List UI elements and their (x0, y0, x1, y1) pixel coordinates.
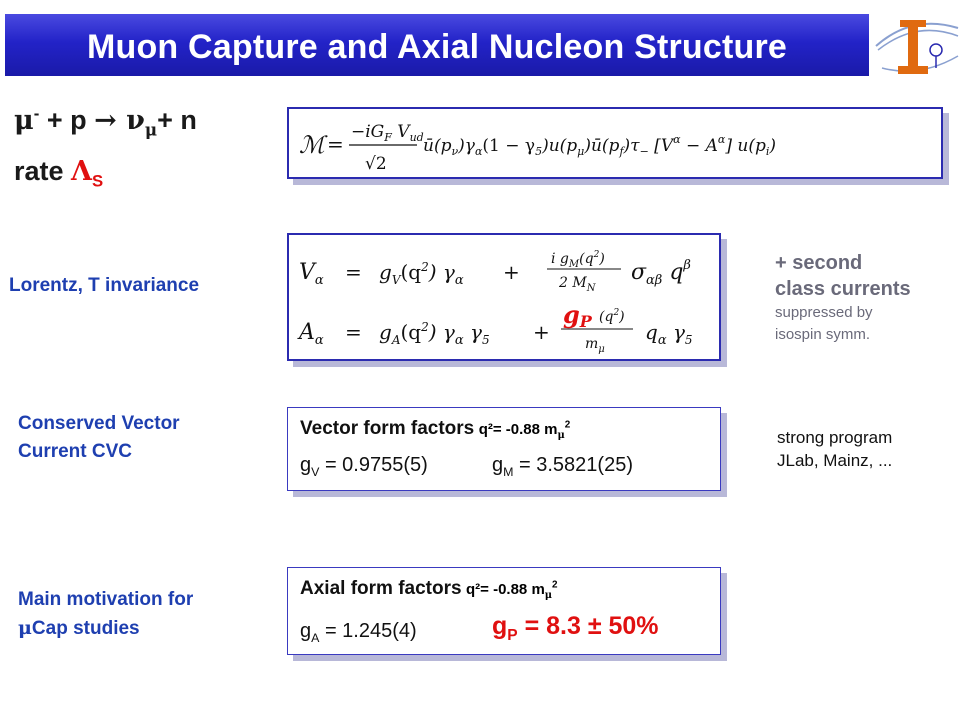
institute-logo-icon (872, 6, 960, 86)
vector-panel-title-text: Vector form factors (300, 418, 475, 439)
lorentz-label: Lorentz, T invariance (9, 275, 200, 296)
program-line-1: strong program (777, 428, 893, 447)
motivation-line-1: Main motivation for (18, 589, 194, 610)
svg-text:(q2): $(q^2)$ (599, 308, 625, 325)
vector-form-factors-panel (287, 407, 721, 491)
svg-text:+: + (533, 320, 550, 344)
vector-panel-mu: μ (557, 430, 565, 442)
title-banner (5, 14, 869, 76)
svg-text:√2: √2 (365, 154, 387, 174)
ga-value (300, 620, 417, 645)
svg-text:gA(q2) γα γ5: $g_A(q^2)$ $\gamma_\alpha$ $\gamma_5$ (379, 320, 490, 348)
current-equations (289, 235, 719, 359)
gp-number: = 8.3 ± 50% (517, 612, 659, 640)
current-equations-box (287, 233, 721, 361)
svg-text:−iGF Vud: $-iG_F$ $V_{ud}$ (351, 122, 424, 144)
matrix-element-equation (289, 109, 941, 177)
axial-form-factors-panel (287, 567, 721, 655)
rate-label (14, 156, 103, 191)
svg-text:=: = (345, 260, 362, 284)
gp-value (492, 612, 659, 645)
second-class-note (775, 250, 911, 346)
cvc-line-2: Current CVC (18, 441, 133, 462)
gm-value (492, 454, 633, 479)
motivation-line-2: Cap studies (31, 618, 140, 639)
gp-label: g (492, 612, 508, 640)
reaction-neutron: + n (157, 105, 197, 135)
svg-text:gV(q2) γα: $g_V(q^2)$ $\gamma_\alpha$ (379, 260, 464, 288)
svg-text:=: = (345, 320, 362, 344)
axial-panel-title (300, 578, 558, 601)
gv-label: g (300, 454, 312, 476)
svg-text:ū(pν)γα(1 − γ5)u(pμ)ū(pf)τ− [V: $ū(p_\nu)\gamma_\alpha(1$ − $\gamma_5)u(p_\mu)ū(p_f)\tau_-$ $[V^\alpha - A^\alpha]$ $u(p_i)$ (423, 133, 776, 158)
vector-panel-title (300, 418, 570, 441)
gv-value (300, 454, 428, 479)
svg-text:qα γ5: $q_\alpha$ $\gamma_5$ (645, 320, 693, 348)
matrix-element-box (287, 107, 943, 179)
vector-panel-q2: q²= -0.88 m (478, 421, 558, 438)
page-title: Muon Capture and Axial Nucleon Structure (86, 28, 788, 66)
program-line-2: JLab, Mainz, ... (777, 451, 893, 470)
second-class-line-2: class currents (775, 278, 911, 300)
svg-text:+: + (503, 260, 520, 284)
vector-panel-sq: 2 (564, 419, 571, 431)
svg-text:2 MN: 2 $M_N$ (559, 275, 596, 294)
svg-text:mμ: $m_\mu$ (585, 336, 605, 355)
svg-text:Aα: $A_\alpha$ (299, 320, 324, 348)
reaction-nu: ν (116, 105, 145, 136)
axial-panel-sq: 2 (552, 579, 558, 591)
rate-text: rate (14, 156, 72, 186)
axial-panel-q2: q²= -0.88 m (466, 581, 545, 598)
svg-text:ℳ: ℳ (299, 131, 325, 159)
axial-panel-title-text: Axial form factors (300, 578, 462, 599)
svg-text:i gM(q2): i $g_M(q^2)$ (551, 250, 605, 270)
reaction-arrow: → (94, 105, 117, 136)
reaction-equation (14, 104, 197, 139)
gm-label: g (492, 454, 504, 476)
second-class-line-3: suppressed by (775, 304, 873, 321)
reaction-proton: + p (39, 105, 95, 135)
reaction-minus: - (33, 104, 40, 123)
reaction-nu-sub: μ (144, 119, 158, 140)
rate-lambda: Λ (71, 156, 92, 187)
gm-number: = 3.5821(25) (513, 454, 633, 476)
motivation-mu: μ (18, 617, 32, 639)
ga-sub: A (311, 631, 320, 645)
svg-text:=: = (327, 132, 344, 156)
gp-sub: P (507, 627, 518, 644)
gv-sub: V (311, 465, 320, 479)
gv-number: = 0.9755(5) (319, 454, 428, 476)
rate-sub: S (92, 171, 104, 191)
svg-text:gP: gP (563, 300, 592, 331)
cvc-line-1: Conserved Vector (18, 413, 180, 434)
motivation-label (18, 586, 193, 643)
axial-panel-mu: μ (544, 590, 553, 602)
cvc-label (18, 410, 180, 466)
gm-sub: M (503, 465, 514, 479)
ga-label: g (300, 620, 312, 642)
second-class-line-4: isospin symm. (775, 326, 871, 343)
svg-text:σαβ qβ: $\sigma_{\alpha\beta}$ $q^\beta$ (631, 258, 691, 288)
ga-number: = 1.245(4) (319, 620, 417, 642)
svg-text:Vα: $V_\alpha$ (299, 260, 324, 288)
program-note (777, 426, 892, 472)
reaction-mu: μ (14, 105, 34, 136)
second-class-line-1: + second (775, 252, 863, 274)
